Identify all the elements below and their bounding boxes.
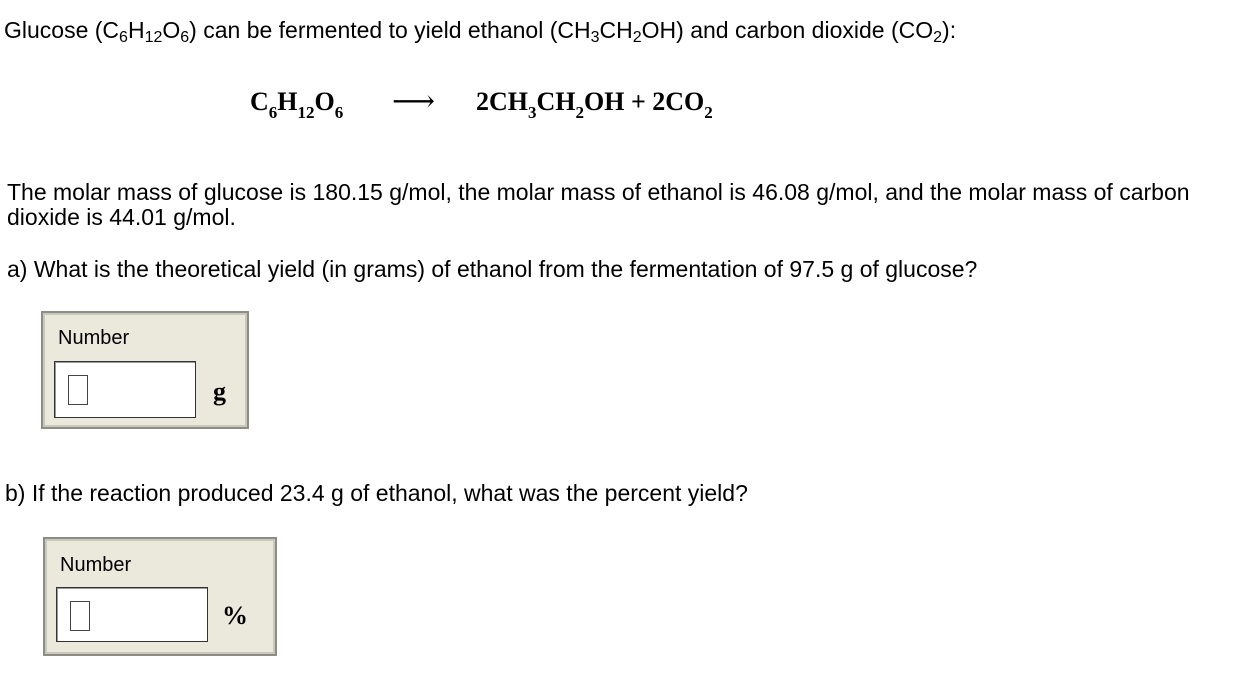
answer-b-input[interactable] bbox=[56, 587, 208, 642]
answer-a-unit: g bbox=[213, 377, 226, 406]
answer-b-unit: % bbox=[222, 601, 248, 630]
answer-b-label: Number bbox=[60, 554, 132, 576]
answer-box-b bbox=[43, 537, 277, 656]
answer-box-a bbox=[41, 311, 249, 429]
question-b-text: b) If the reaction produced 23.4 g of ethanol, what was the percent yield? bbox=[5, 480, 748, 506]
text-cursor-icon bbox=[68, 375, 88, 405]
equation-reactant: $C_6H_{12}O_6$ bbox=[250, 87, 344, 122]
intro-text: Glucose $(C_6H_{12}O_6)$ can be fermented to yield ethanol $(CH_3CH_2OH)$ and carbon dioxide $(CO_2)$: bbox=[4, 17, 957, 46]
answer-a-label: Number bbox=[58, 327, 130, 349]
question-a-text: a) What is the theoretical yield (in grams) of ethanol from the fermentation of 97.5 g of glucose? bbox=[7, 256, 978, 282]
equation-products: $2CH_3CH_2OH + 2CO_2$ bbox=[476, 87, 713, 122]
text-cursor-icon bbox=[70, 601, 90, 631]
molar-mass-paragraph: The molar mass of glucose is 180.15 g/mol, the molar mass of ethanol is 46.08 g/mol, and the molar mass of carbon dioxide is 44.01 g/mol. bbox=[7, 179, 1190, 230]
reaction-arrow-icon: ⟶ bbox=[392, 85, 436, 118]
answer-a-input[interactable] bbox=[54, 361, 196, 418]
